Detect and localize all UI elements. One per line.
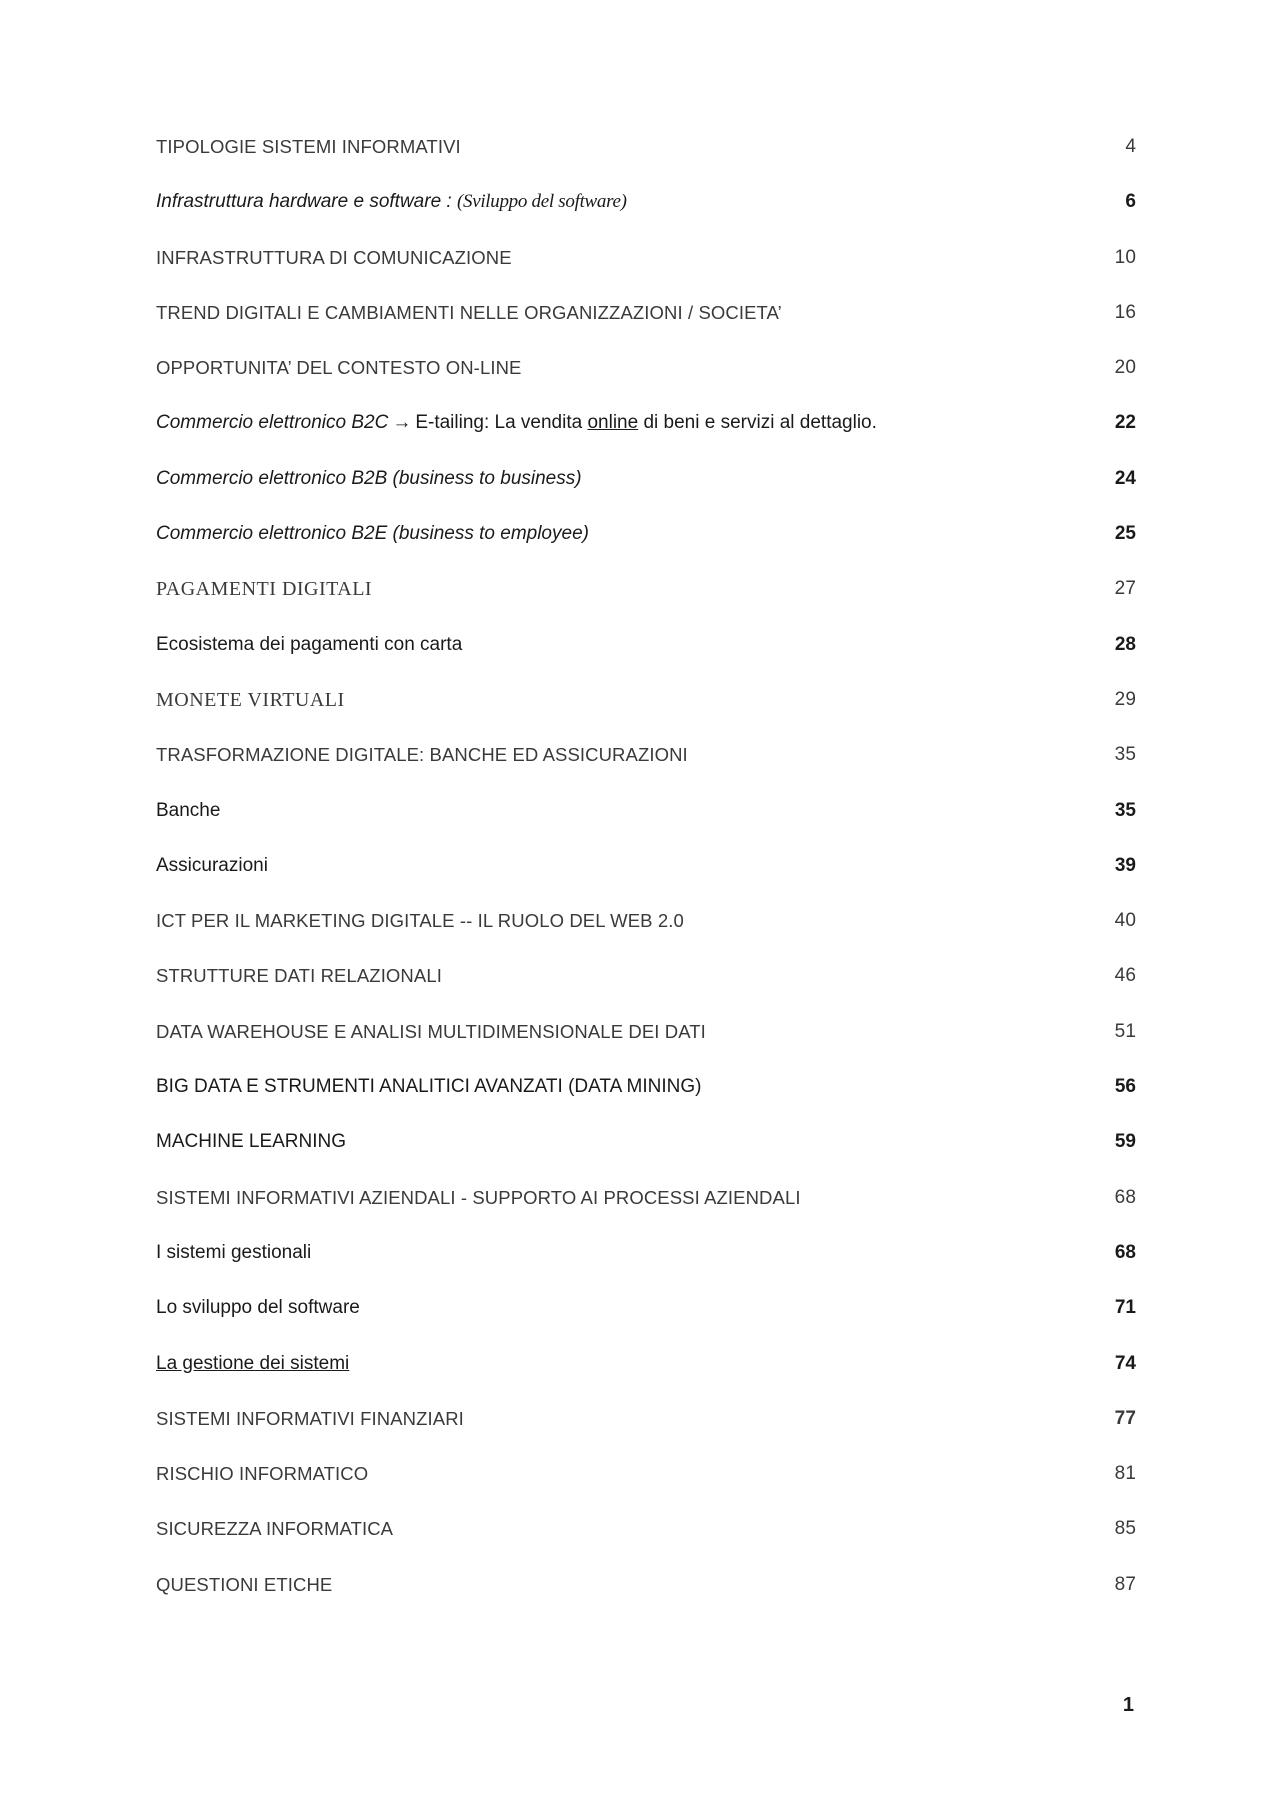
toc-entry-page: 25 [1114,523,1136,545]
toc-entry[interactable] [156,466,1136,521]
toc-entry-page: 39 [1114,854,1136,876]
toc-entry-title-part: E-tailing: La vendita [415,412,583,434]
toc-entry-page: 81 [1114,1463,1136,1485]
toc-entry[interactable] [156,410,1136,465]
toc-entry-title: TIPOLOGIE SISTEMI INFORMATIVI [156,136,461,157]
toc-entry-title: Commercio elettronico B2E (business to employee) [156,523,589,545]
toc-entry[interactable] [156,632,1136,687]
toc-entry-title: TREND DIGITALI E CAMBIAMENTI NELLE ORGANIZZAZIONI / SOCIETA’ [156,301,782,323]
toc-entry-page: 59 [1114,1131,1136,1153]
toc-entry-title: SICUREZZA INFORMATICA [156,1518,394,1540]
toc-entry-title-part: di beni e servizi al dettaglio. [643,412,877,434]
toc-entry-title: PAGAMENTI DIGITALI [156,578,373,601]
toc-entry[interactable] [156,189,1136,244]
toc-entry[interactable] [156,521,1136,576]
toc-entry-title: Lo sviluppo del software [156,1297,360,1319]
toc-entry[interactable] [156,1461,1136,1516]
toc-entry-page: 29 [1114,688,1136,710]
toc-entry-title-main: Commercio elettronico B2C [156,412,389,434]
toc-entry-title: SISTEMI INFORMATIVI FINANZIARI [156,1407,464,1429]
arrow-right-icon: → [392,412,412,434]
toc-entry-title: Banche [156,799,221,821]
toc-entry-title: ICT PER IL MARKETING DIGITALE -- IL RUOLO DEL WEB 2.0 [156,910,684,932]
toc-entry[interactable] [156,1351,1136,1406]
toc-entry-title: TRASFORMAZIONE DIGITALE: BANCHE ED ASSICURAZIONI [156,744,688,766]
toc-entry-title [156,410,877,436]
table-of-contents [156,134,1136,1627]
toc-entry-page: 40 [1114,910,1136,932]
toc-entry-page: 71 [1114,1297,1136,1319]
toc-entry-title: Commercio elettronico B2B (business to business) [156,467,582,489]
toc-entry-title: RISCHIO INFORMATICO [156,1463,369,1485]
toc-entry-page: 27 [1114,578,1136,600]
toc-entry[interactable] [156,245,1136,300]
toc-entry-title-main: Infrastruttura hardware e software : [156,191,452,213]
toc-entry-page: 10 [1114,246,1136,268]
toc-entry-title: I sistemi gestionali [156,1241,312,1263]
toc-entry[interactable] [156,687,1136,742]
toc-entry-page: 85 [1114,1518,1136,1540]
toc-entry-title: STRUTTURE DATI RELAZIONALI [156,965,442,987]
toc-entry-title: Assicurazioni [156,854,268,876]
toc-entry-page: 35 [1114,744,1136,766]
toc-entry-title-paren: (Sviluppo del software) [456,191,627,213]
toc-entry-page: 16 [1114,301,1136,323]
toc-entry[interactable] [156,1572,1136,1627]
toc-entry-title: Ecosistema dei pagamenti con carta [156,633,463,655]
toc-entry-title [156,189,627,215]
toc-entry-title: QUESTIONI ETICHE [156,1573,333,1595]
toc-entry[interactable] [156,1240,1136,1295]
toc-entry-title-underlined: online [587,412,639,434]
toc-entry[interactable] [156,1406,1136,1461]
toc-entry[interactable] [156,963,1136,1018]
toc-entry-title: SISTEMI INFORMATIVI AZIENDALI - SUPPORTO AI PROCESSI AZIENDALI [156,1186,801,1208]
toc-entry-page: 22 [1114,412,1136,434]
toc-entry-page: 4 [1125,136,1136,157]
toc-entry[interactable] [156,853,1136,908]
toc-entry[interactable] [156,134,1136,189]
toc-entry[interactable] [156,1129,1136,1184]
toc-entry[interactable] [156,355,1136,410]
toc-entry-page: 46 [1114,965,1136,987]
toc-entry-title: MONETE VIRTUALI [156,688,345,711]
toc-entry-title: DATA WAREHOUSE E ANALISI MULTIDIMENSIONALE DEI DATI [156,1020,706,1042]
toc-entry-page: 68 [1114,1241,1136,1263]
toc-entry-page: 87 [1114,1573,1136,1595]
toc-entry[interactable] [156,1019,1136,1074]
toc-entry[interactable] [156,1185,1136,1240]
toc-entry-page: 24 [1114,467,1136,489]
toc-entry[interactable] [156,798,1136,853]
page-number: 1 [1122,1694,1134,1716]
toc-entry[interactable] [156,300,1136,355]
toc-entry-page: 74 [1114,1352,1136,1374]
toc-entry-page: 51 [1114,1020,1136,1042]
toc-entry-page: 68 [1114,1186,1136,1208]
toc-entry-title: La gestione dei sistemi [156,1352,350,1374]
toc-entry-page: 56 [1114,1076,1136,1098]
toc-entry[interactable] [156,576,1136,631]
toc-entry[interactable] [156,1295,1136,1350]
toc-entry-page: 6 [1125,191,1136,213]
toc-entry-title: BIG DATA E STRUMENTI ANALITICI AVANZATI (DATA MINING) [156,1076,702,1098]
toc-entry[interactable] [156,1516,1136,1571]
toc-entry-title: MACHINE LEARNING [156,1131,347,1153]
toc-entry-page: 28 [1114,633,1136,655]
toc-entry-title: INFRASTRUTTURA DI COMUNICAZIONE [156,246,512,268]
toc-entry[interactable] [156,908,1136,963]
toc-entry-page: 20 [1114,357,1136,379]
toc-entry-page: 77 [1114,1407,1136,1429]
toc-entry-page: 35 [1114,799,1136,821]
toc-entry[interactable] [156,742,1136,797]
toc-entry-title: OPPORTUNITA’ DEL CONTESTO ON-LINE [156,357,522,379]
toc-entry[interactable] [156,1074,1136,1129]
